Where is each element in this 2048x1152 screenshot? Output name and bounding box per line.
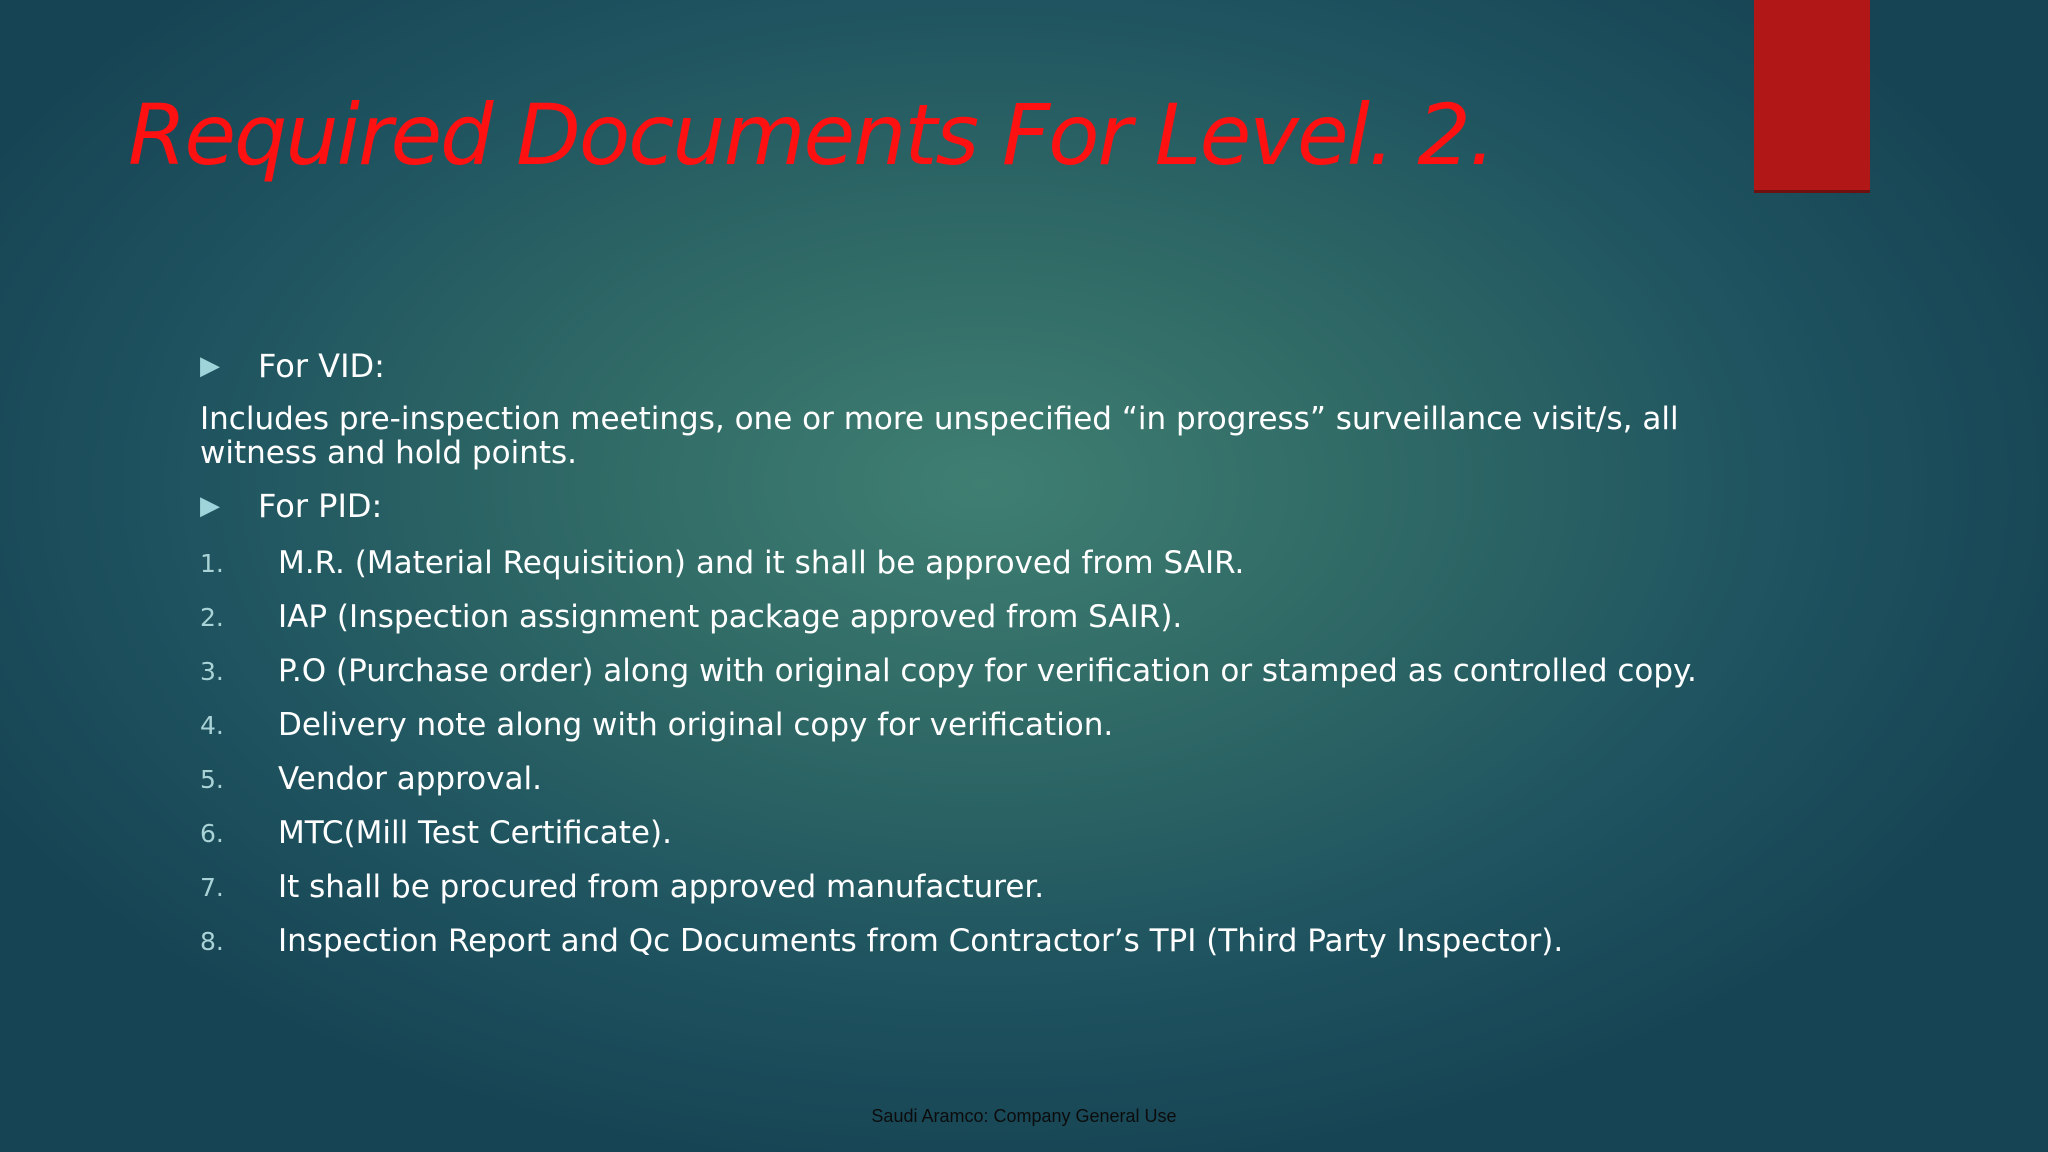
list-text: It shall be procured from approved manufacturer. [278, 869, 1045, 905]
red-accent-tab [1754, 0, 1870, 190]
classification-footer: Saudi Aramco: Company General Use [871, 1106, 1177, 1126]
list-number: 6. [200, 818, 224, 848]
list-number: 3. [200, 656, 224, 686]
list-text: Inspection Report and Qc Documents from Contractor’s TPI (Third Party Inspector). [278, 923, 1564, 959]
list-item [200, 698, 1700, 752]
vid-description: Includes pre-inspection meetings, one or more unspecified “in progress” surveillance visit/s, all witness and hold points. [200, 401, 1679, 471]
slide-content [200, 340, 1700, 968]
slide-title: Required Documents For Level. 2. [128, 86, 1494, 184]
list-text: M.R. (Material Requisition) and it shall be approved from SAIR. [278, 545, 1245, 581]
list-number: 7. [200, 872, 224, 902]
list-text: IAP (Inspection assignment package approved from SAIR). [278, 599, 1183, 635]
list-item [200, 860, 1700, 914]
list-item [200, 644, 1700, 698]
list-number: 4. [200, 710, 224, 740]
list-item [200, 806, 1700, 860]
list-item [200, 752, 1700, 806]
bullet-arrow-icon: ▶ [200, 491, 220, 521]
list-item [200, 914, 1700, 968]
list-number: 1. [200, 548, 224, 578]
list-text: Delivery note along with original copy for verification. [278, 707, 1114, 743]
list-number: 2. [200, 602, 224, 632]
bullet-arrow-icon: ▶ [200, 351, 220, 381]
list-item [200, 536, 1700, 590]
pid-heading: For PID: [258, 487, 383, 525]
list-text: P.O (Purchase order) along with original copy for verification or stamped as controlled copy. [278, 653, 1697, 689]
list-number: 5. [200, 764, 224, 794]
pid-document-list [200, 536, 1700, 968]
list-item [200, 590, 1700, 644]
list-number: 8. [200, 926, 224, 956]
pid-bullet [200, 480, 1700, 532]
vid-bullet [200, 340, 1700, 392]
vid-heading: For VID: [258, 347, 385, 385]
list-text: MTC(Mill Test Certificate). [278, 815, 672, 851]
list-text: Vendor approval. [278, 761, 542, 797]
